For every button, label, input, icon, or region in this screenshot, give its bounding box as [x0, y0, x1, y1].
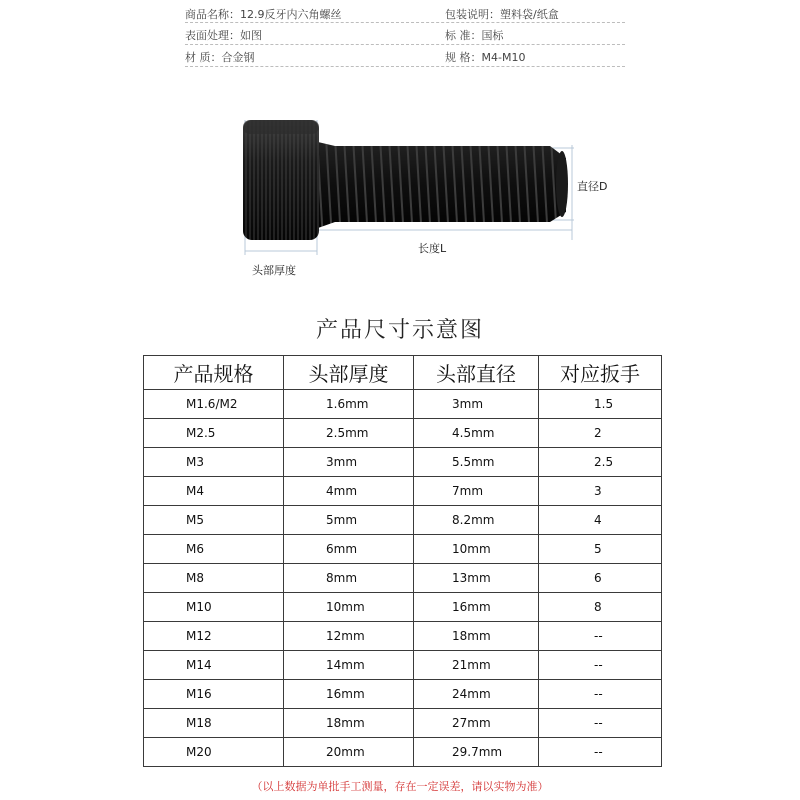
- table-header-row: [144, 356, 662, 390]
- cell-wrench: 6: [539, 564, 662, 593]
- cell-spec: M16: [144, 680, 284, 709]
- info-label-packaging: 包装说明：: [445, 8, 500, 21]
- cell-wrench: 1.5: [539, 390, 662, 419]
- header-head-diameter: 头部直径: [414, 356, 539, 390]
- table-row: [144, 448, 662, 477]
- cell-head-diameter: 4.5mm: [414, 419, 539, 448]
- table-row: [144, 564, 662, 593]
- table-row: [144, 390, 662, 419]
- info-value-product-name: 12.9反牙内六角螺丝: [240, 8, 342, 21]
- info-label-surface: 表面处理：: [185, 29, 240, 42]
- cell-head-thickness: 20mm: [284, 738, 414, 767]
- header-head-thickness: 头部厚度: [284, 356, 414, 390]
- cell-head-thickness: 1.6mm: [284, 390, 414, 419]
- cell-head-thickness: 8mm: [284, 564, 414, 593]
- cell-wrench: --: [539, 738, 662, 767]
- info-value-spec: M4-M10: [481, 51, 526, 64]
- table-row: [144, 622, 662, 651]
- info-label-standard: 标 准：: [445, 29, 482, 42]
- cell-head-diameter: 21mm: [414, 651, 539, 680]
- cell-head-diameter: 18mm: [414, 622, 539, 651]
- table-row: [144, 680, 662, 709]
- cell-head-thickness: 14mm: [284, 651, 414, 680]
- bolt-shank: [318, 142, 566, 228]
- cell-head-diameter: 13mm: [414, 564, 539, 593]
- table-row: [144, 506, 662, 535]
- info-value-surface: 如图: [240, 29, 262, 42]
- cell-head-thickness: 3mm: [284, 448, 414, 477]
- cell-head-diameter: 29.7mm: [414, 738, 539, 767]
- info-value-packaging: 塑料袋/纸盒: [500, 8, 559, 21]
- diameter-label: 直径D: [577, 180, 608, 193]
- cell-head-thickness: 16mm: [284, 680, 414, 709]
- cell-head-thickness: 18mm: [284, 709, 414, 738]
- length-label: 长度L: [418, 242, 447, 255]
- cell-wrench: 2.5: [539, 448, 662, 477]
- cell-spec: M2.5: [144, 419, 284, 448]
- cell-wrench: 8: [539, 593, 662, 622]
- info-value-material: 合金钢: [221, 51, 255, 64]
- cell-head-diameter: 16mm: [414, 593, 539, 622]
- cell-spec: M4: [144, 477, 284, 506]
- info-label-spec: 规 格：: [445, 51, 482, 64]
- cell-wrench: --: [539, 651, 662, 680]
- info-label-material: 材 质：: [185, 51, 222, 64]
- table-row: [144, 738, 662, 767]
- bolt-head-chamfer: [243, 120, 319, 134]
- cell-head-diameter: 24mm: [414, 680, 539, 709]
- header-wrench-size: 对应扳手: [539, 356, 662, 390]
- cell-spec: M3: [144, 448, 284, 477]
- cell-head-diameter: 5.5mm: [414, 448, 539, 477]
- cell-wrench: --: [539, 709, 662, 738]
- cell-head-diameter: 7mm: [414, 477, 539, 506]
- cell-head-thickness: 5mm: [284, 506, 414, 535]
- cell-spec: M20: [144, 738, 284, 767]
- bolt-tip: [556, 151, 568, 217]
- cell-spec: M5: [144, 506, 284, 535]
- cell-spec: M14: [144, 651, 284, 680]
- cell-head-thickness: 2.5mm: [284, 419, 414, 448]
- cell-head-thickness: 6mm: [284, 535, 414, 564]
- bolt-diagram: [0, 0, 800, 300]
- cell-head-thickness: 10mm: [284, 593, 414, 622]
- cell-spec: M6: [144, 535, 284, 564]
- spec-table: [143, 355, 662, 767]
- footnote: （以上数据为单批手工测量，存在一定误差，请以实物为准）: [251, 780, 549, 793]
- cell-head-diameter: 8.2mm: [414, 506, 539, 535]
- table-row: [144, 651, 662, 680]
- table-row: [144, 477, 662, 506]
- cell-head-thickness: 4mm: [284, 477, 414, 506]
- cell-wrench: 5: [539, 535, 662, 564]
- cell-head-diameter: 27mm: [414, 709, 539, 738]
- cell-spec: M10: [144, 593, 284, 622]
- table-row: [144, 709, 662, 738]
- info-value-standard: 国标: [481, 29, 504, 42]
- cell-wrench: 2: [539, 419, 662, 448]
- cell-head-diameter: 3mm: [414, 390, 539, 419]
- cell-spec: M8: [144, 564, 284, 593]
- bolt-head: [243, 120, 319, 240]
- cell-head-diameter: 10mm: [414, 535, 539, 564]
- head-thickness-label: 头部厚度: [252, 264, 296, 277]
- cell-wrench: 4: [539, 506, 662, 535]
- cell-wrench: --: [539, 622, 662, 651]
- cell-spec: M18: [144, 709, 284, 738]
- cell-wrench: --: [539, 680, 662, 709]
- table-row: [144, 419, 662, 448]
- cell-wrench: 3: [539, 477, 662, 506]
- table-row: [144, 535, 662, 564]
- table-row: [144, 593, 662, 622]
- cell-spec: M1.6/M2: [144, 390, 284, 419]
- section-title: 产品尺寸示意图: [315, 318, 484, 343]
- cell-spec: M12: [144, 622, 284, 651]
- header-spec: 产品规格: [144, 356, 284, 390]
- info-label-product-name: 商品名称：: [185, 8, 240, 21]
- cell-head-thickness: 12mm: [284, 622, 414, 651]
